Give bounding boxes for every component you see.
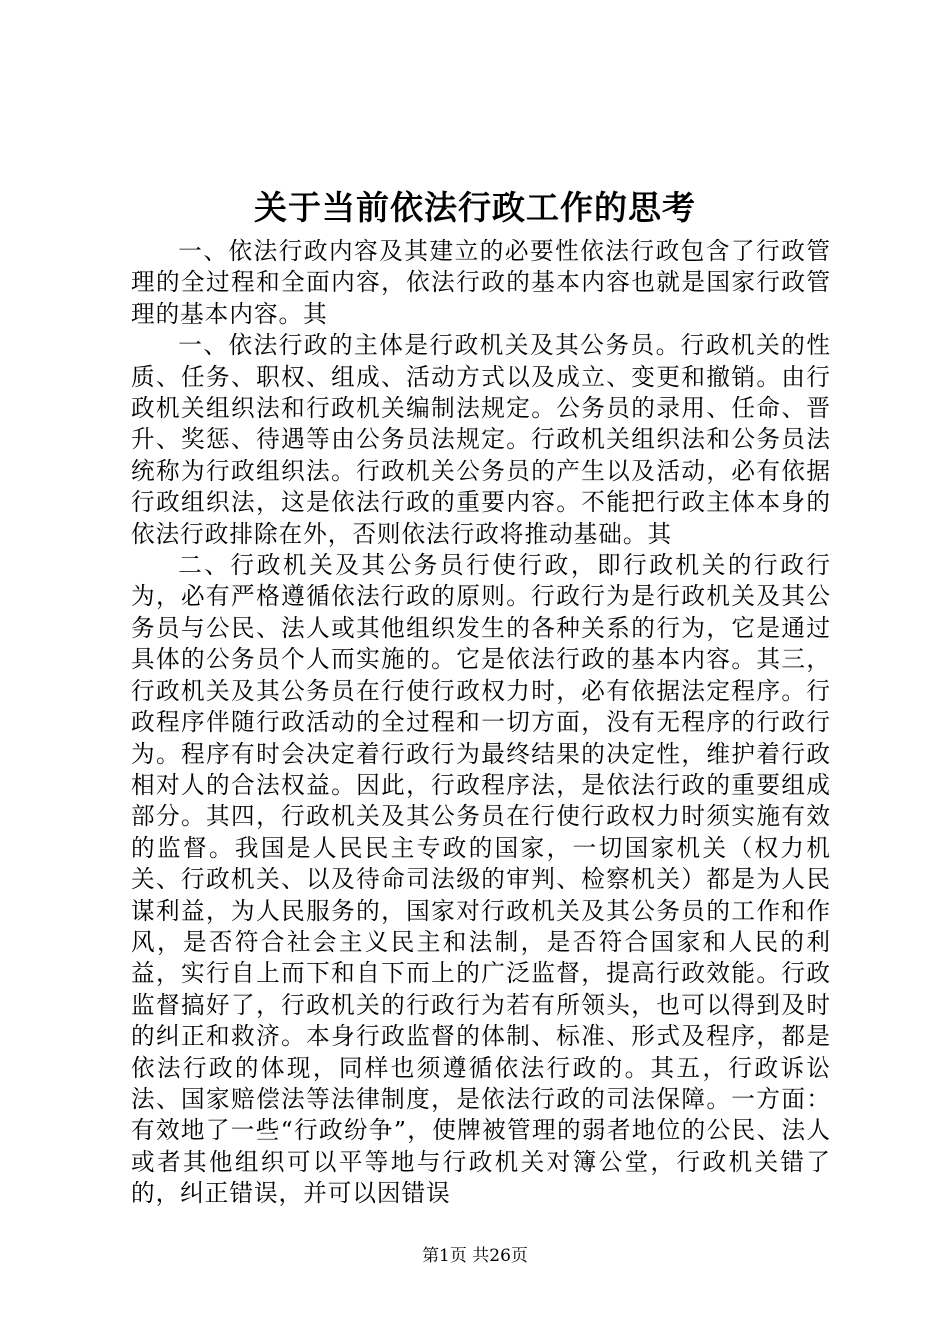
document-body (131, 236, 831, 1210)
paragraph-intro: 一、依法行政内容及其建立的必要性依法行政包含了行政管理的全过程和全面内容，依法行政的基本内容也就是国家行政管理的基本内容。其 (131, 237, 831, 328)
paragraph-behavior: 二、行政机关及其公务员行使行政，即行政机关的行政行为，必有严格遵循依法行政的原则。行政行为是行政机关及其公务员与公民、法人或其他组织发生的各种关系的行为，它是通过具体的公务员个人而实施的。它是依法行政的基本内容。其三，行政机关及其公务员在行使行政权力时，必有依据法定程序。行政程序伴随行政活动的全过程和一切方面，没有无程序的行政行为。程序有时会决定着行政行为最终结果的决定性，维护着行政相对人的合法权益。因此，行政程序法，是依法行政的重要组成部分。其四，行政机关及其公务员在行使行政权力时须实施有效的监督。我国是人民民主专政的国家，一切国家机关（权力机关、行政机关、以及待命司法级的审判、检察机关）都是为人民谋利益，为人民服务的，国家对行政机关及其公务员的工作和作风，是否符合社会主义民主和法制，是否符合国家和人民的利益，实行自上而下和自下而上的广泛监督，提高行政效能。行政监督搞好了，行政机关的行政行为若有所领头，也可以得到及时的纠正和救济。本身行政监督的体制、标准、形式及程序，都是依法行政的体现，同样也须遵循依法行政的。其五，行政诉讼法、国家赔偿法等法律制度，是依法行政的司法保障。一方面：有效地了一些“行政纷争”，使牌被管理的弱者地位的公民、法人或者其他组织可以平等地与行政机关对簿公堂，行政机关错了的，纠正错误，并可以因错误 (131, 551, 831, 1208)
page-number-footer: 第1页 共26页 (422, 1246, 528, 1266)
paragraph-subject: 一、依法行政的主体是行政机关及其公务员。行政机关的性质、任务、职权、组成、活动方式以及成立、变更和撤销。由行政机关组织法和行政机关编制法规定。公务员的录用、任命、晋升、奖惩、待遇等由公务员法规定。行政机关组织法和公务员法统称为行政组织法。行政机关公务员的产生以及活动，必有依据行政组织法，这是依法行政的重要内容。不能把行政主体本身的依法行政排除在外，否则依法行政将推动基础。其 (131, 331, 831, 548)
document-title: 关于当前依法行政工作的思考 (254, 188, 696, 227)
